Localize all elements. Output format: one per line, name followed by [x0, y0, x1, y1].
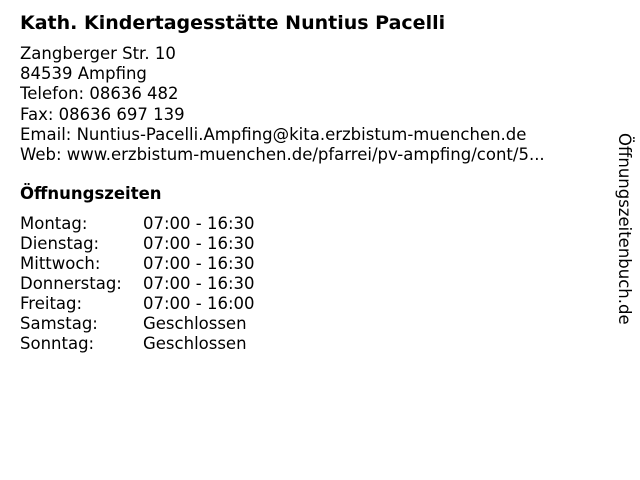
hours-value: 07:00 - 16:30 — [143, 274, 255, 293]
day-label: Sonntag: — [20, 334, 95, 353]
opening-hours-table — [20, 214, 255, 354]
hours-row-friday — [20, 294, 255, 314]
site-branding — [612, 133, 636, 335]
hours-row-saturday — [20, 314, 255, 334]
hours-value: Geschlossen — [143, 314, 247, 333]
city-line: 84539 Ampfing — [20, 64, 147, 84]
hours-value: Geschlossen — [143, 334, 247, 353]
address-block — [20, 44, 590, 165]
day-label: Dienstag: — [20, 234, 100, 253]
day-label: Samstag: — [20, 314, 98, 333]
street-line: Zangberger Str. 10 — [20, 44, 176, 63]
hours-value: 07:00 - 16:30 — [143, 254, 255, 273]
web-line[interactable]: Web: www.erzbistum-muenchen.de/pfarrei/pv-ampfing/cont/5... — [20, 145, 545, 165]
hours-row-thursday — [20, 274, 255, 294]
fax-line: Fax: 08636 697 139 — [20, 104, 185, 124]
hours-value: 07:00 - 16:30 — [143, 214, 255, 233]
hours-row-monday — [20, 214, 255, 234]
hours-row-tuesday — [20, 234, 255, 254]
phone-line[interactable]: Telefon: 08636 482 — [20, 84, 179, 104]
hours-value: 07:00 - 16:30 — [143, 234, 255, 253]
email-line[interactable]: Email: Nuntius-Pacelli.Ampfing@kita.erzbistum-muenchen.de — [20, 124, 527, 144]
day-label: Montag: — [20, 214, 88, 233]
day-label: Freitag: — [20, 294, 83, 313]
hours-row-wednesday — [20, 254, 255, 274]
day-label: Mittwoch: — [20, 254, 101, 273]
hours-row-sunday — [20, 334, 255, 354]
day-label: Donnerstag: — [20, 274, 122, 293]
opening-hours-heading: Öffnungszeiten — [20, 184, 162, 203]
site-label[interactable]: Öffnungszeitenbuch.de — [615, 133, 634, 325]
business-name: Kath. Kindertagesstätte Nuntius Pacelli — [20, 12, 446, 34]
hours-value: 07:00 - 16:00 — [143, 294, 255, 313]
